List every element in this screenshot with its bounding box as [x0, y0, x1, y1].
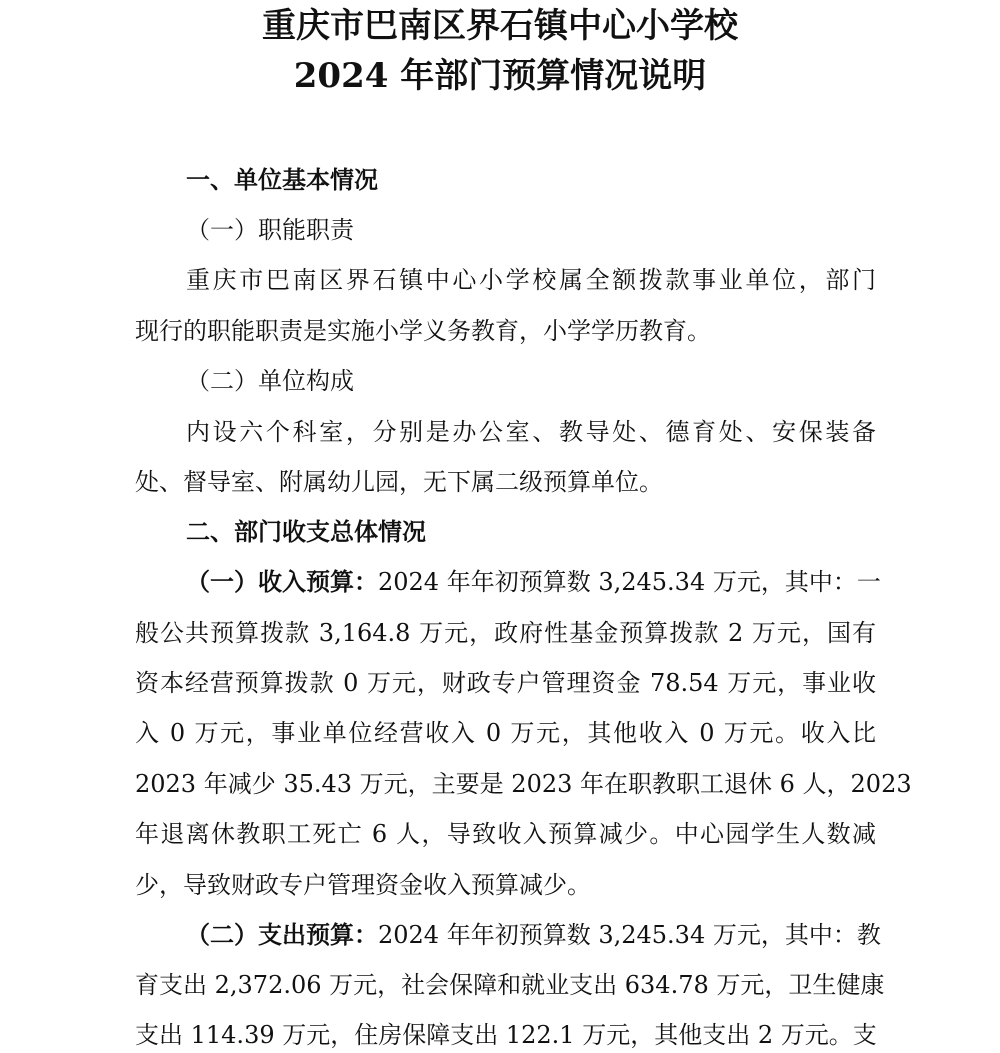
paragraph-line: 支出 114.39 万元，住房保障支出 122.1 万元，其他支出 2 万元。支 — [135, 1021, 877, 1049]
paragraph-line: 内设六个科室，分别是办公室、教导处、德育处、安保装备 — [186, 418, 876, 446]
paragraph-line: 重庆市巴南区界石镇中心小学校属全额拨款事业单位，部门 — [186, 266, 876, 294]
expense-first-line — [186, 920, 881, 950]
income-first-line — [186, 567, 881, 597]
paragraph-line: 少，导致财政专户管理资金收入预算减少。 — [135, 871, 591, 899]
section-2-heading: 二、部门收支总体情况 — [186, 517, 426, 546]
paragraph-line: 资本经营预算拨款 0 万元，财政专户管理资金 78.54 万元，事业收 — [135, 669, 876, 697]
paragraph-line: 般公共预算拨款 3,164.8 万元，政府性基金预算拨款 2 万元，国有 — [135, 619, 876, 647]
paragraph-line: 年退离休教职工死亡 6 人，导致收入预算减少。中心园学生人数减 — [135, 820, 876, 848]
document-title-line-2: 2024 年部门预算情况说明 — [293, 56, 707, 96]
paragraph-line: 育支出 2,372.06 万元，社会保障和就业支出 634.78 万元，卫生健康 — [135, 971, 885, 999]
paragraph-line: 2023 年减少 35.43 万元，主要是 2023 年在职教职工退休 6 人，2023 — [135, 770, 912, 798]
paragraph-line: 现行的职能职责是实施小学义务教育，小学学历教育。 — [135, 317, 711, 345]
income-label: （一）收入预算： — [186, 567, 378, 596]
document-title-line-1: 重庆市巴南区界石镇中心小学校 — [262, 6, 738, 46]
expense-label: （二）支出预算： — [186, 920, 378, 949]
expense-first-line-text: 2024 年年初预算数 3,245.34 万元，其中：教 — [378, 921, 881, 949]
section-1-heading: 一、单位基本情况 — [186, 165, 378, 194]
income-first-line-text: 2024 年年初预算数 3,245.34 万元，其中：一 — [378, 568, 881, 596]
section-1-sub-2-heading: （二）单位构成 — [186, 367, 354, 395]
paragraph-line: 入 0 万元，事业单位经营收入 0 万元，其他收入 0 万元。收入比 — [135, 719, 876, 747]
section-1-sub-1-heading: （一）职能职责 — [186, 216, 354, 244]
paragraph-line: 处、督导室、附属幼儿园，无下属二级预算单位。 — [135, 468, 663, 496]
